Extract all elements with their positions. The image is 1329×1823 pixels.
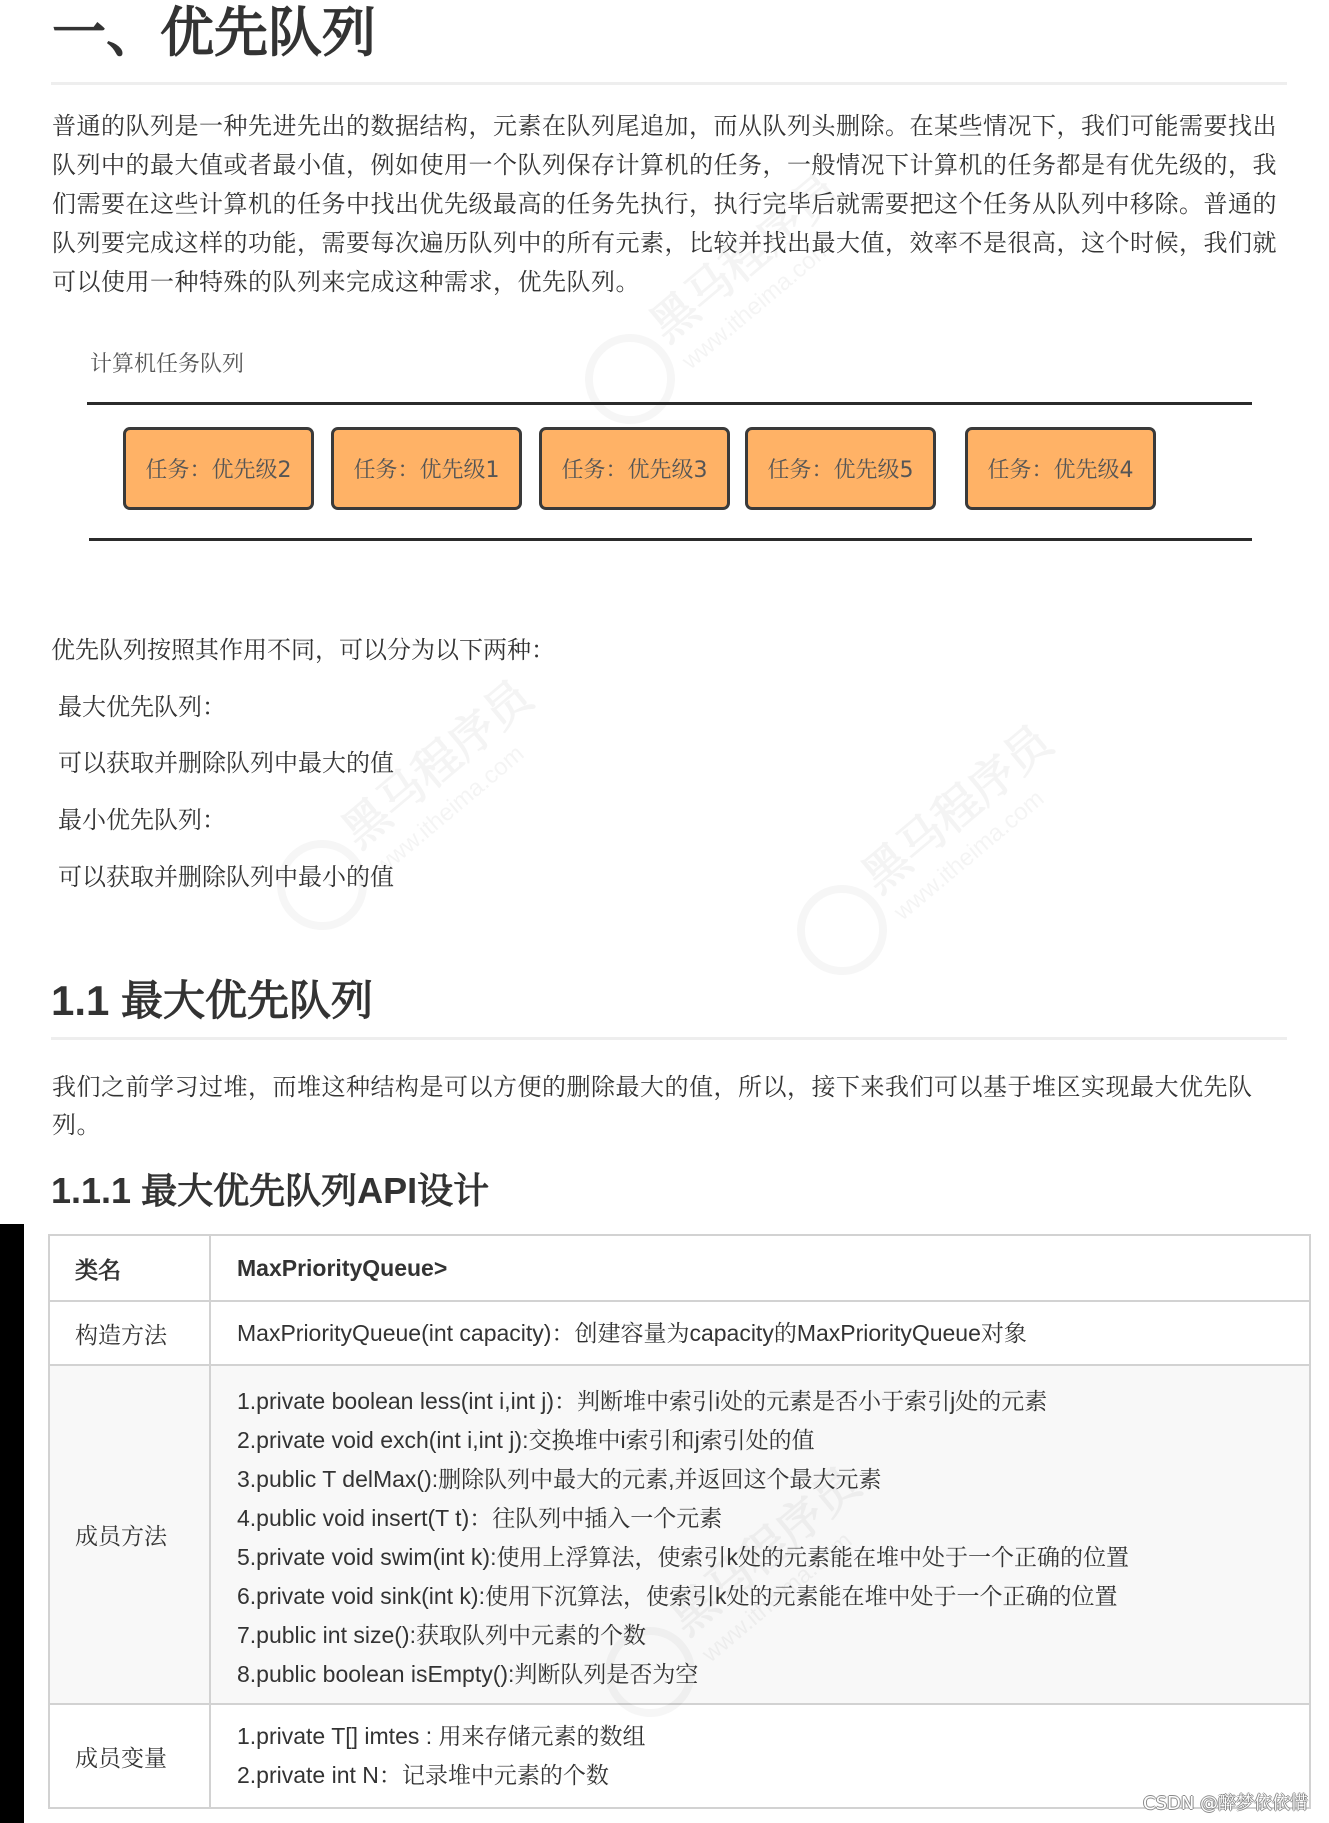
paragraph-line: 们需要在这些计算机的任务中找出优先级最高的任务先执行，执行完毕后就需要把这个任务从队列中移除。普通的 [52,190,1277,218]
left-black-bar [0,1224,24,1823]
row-value [210,1235,1310,1301]
task-box: 任务：优先级3 [539,427,730,510]
table-row [49,1235,1310,1301]
kind-name: 最小优先队列： [58,806,226,834]
paragraph-line: 队列中的最大值或者最小值，例如使用一个队列保存计算机的任务，一般情况下计算机的任务都是有优先级的，我 [52,151,1277,179]
row-label: 构造方法 [49,1301,210,1365]
row-value [210,1301,1310,1365]
paragraph-line: 可以使用一种特殊的队列来完成这种需求，优先队列。 [52,268,640,296]
task-box: 任务：优先级5 [745,427,936,510]
diagram-label: 计算机任务队列 [90,352,245,377]
intro-paragraph [52,107,1277,302]
kind-description: 可以获取并删除队列中最小的值 [58,863,394,891]
method-line: 4.public void insert(T t)：往队列中插入一个元素 [237,1504,723,1531]
field-line: 2.private int N：记录堆中元素的个数 [237,1762,609,1788]
kind-name: 最大优先队列： [58,693,226,721]
method-line: 7.public int size():获取队列中元素的个数 [237,1621,646,1648]
paragraph-line: 列。 [52,1111,101,1139]
watermark-url [890,786,1050,926]
row-label: 成员方法 [49,1365,210,1704]
table-row [49,1301,1310,1365]
csdn-watermark: CSDN @醉梦依依惜 [1143,1793,1309,1814]
field-line: 1.private T[] imtes : 用来存储元素的数组 [237,1723,646,1749]
row-value [210,1365,1310,1704]
table-row [49,1704,1310,1808]
constructor-line: MaxPriorityQueue(int capacity)：创建容量为capacity的MaxPriorityQueue对象 [237,1319,1027,1346]
paragraph-line: 队列要完成这样的功能，需要每次遍历队列中的所有元素，比较并找出最大值，效率不是很高，这个时候，我们就 [52,229,1277,257]
task-box: 任务：优先级4 [965,427,1156,510]
api-table [48,1234,1311,1809]
subsection-heading: 1.1.1 最大优先队列API设计 [51,1170,490,1211]
kind-description: 可以获取并删除队列中最大的值 [58,749,394,777]
method-line: 2.private void exch(int i,int j):交换堆中i索引和j索引处的值 [237,1426,815,1453]
method-line: 5.private void swim(int k):使用上浮算法，使索引k处的元素能在堆中处于一个正确的位置 [237,1543,1129,1570]
queue-bottom-line [89,538,1252,541]
method-line: 3.public T delMax():删除队列中最大的元素,并返回这个最大元素 [237,1465,882,1492]
class-name: MaxPriorityQueue> [237,1254,448,1281]
itheima-logo-icon [779,867,906,994]
row-label: 类名 [49,1235,210,1301]
kinds-intro: 优先队列按照其作用不同，可以分为以下两种： [51,636,555,664]
section-heading: 1.1 最大优先队列 [51,977,374,1024]
method-line: 1.private boolean less(int i,int j)：判断堆中索引i处的元素是否小于索引j处的元素 [237,1387,1048,1414]
queue-top-line [87,402,1252,405]
method-line: 6.private void sink(int k):使用下沉算法，使索引k处的元素能在堆中处于一个正确的位置 [237,1582,1118,1609]
title-divider [51,82,1287,85]
task-box: 任务：优先级2 [123,427,314,510]
page-title: 一、优先队列 [52,3,376,63]
watermark-brand [854,717,1060,900]
method-line: 8.public boolean isEmpty():判断队列是否为空 [237,1660,699,1687]
paragraph-line: 我们之前学习过堆，而堆这种结构是可以方便的删除最大的值，所以，接下来我们可以基于堆区实现最大优先队 [52,1073,1253,1101]
paragraph-line: 普通的队列是一种先进先出的数据结构，元素在队列尾追加，而从队列头删除。在某些情况下，我们可能需要找出 [52,112,1277,140]
itheima-logo-icon [567,316,694,443]
table-row [49,1365,1310,1704]
section-divider [51,1037,1287,1040]
section-paragraph [52,1068,1253,1144]
row-label: 成员变量 [49,1704,210,1808]
task-box: 任务：优先级1 [331,427,522,510]
